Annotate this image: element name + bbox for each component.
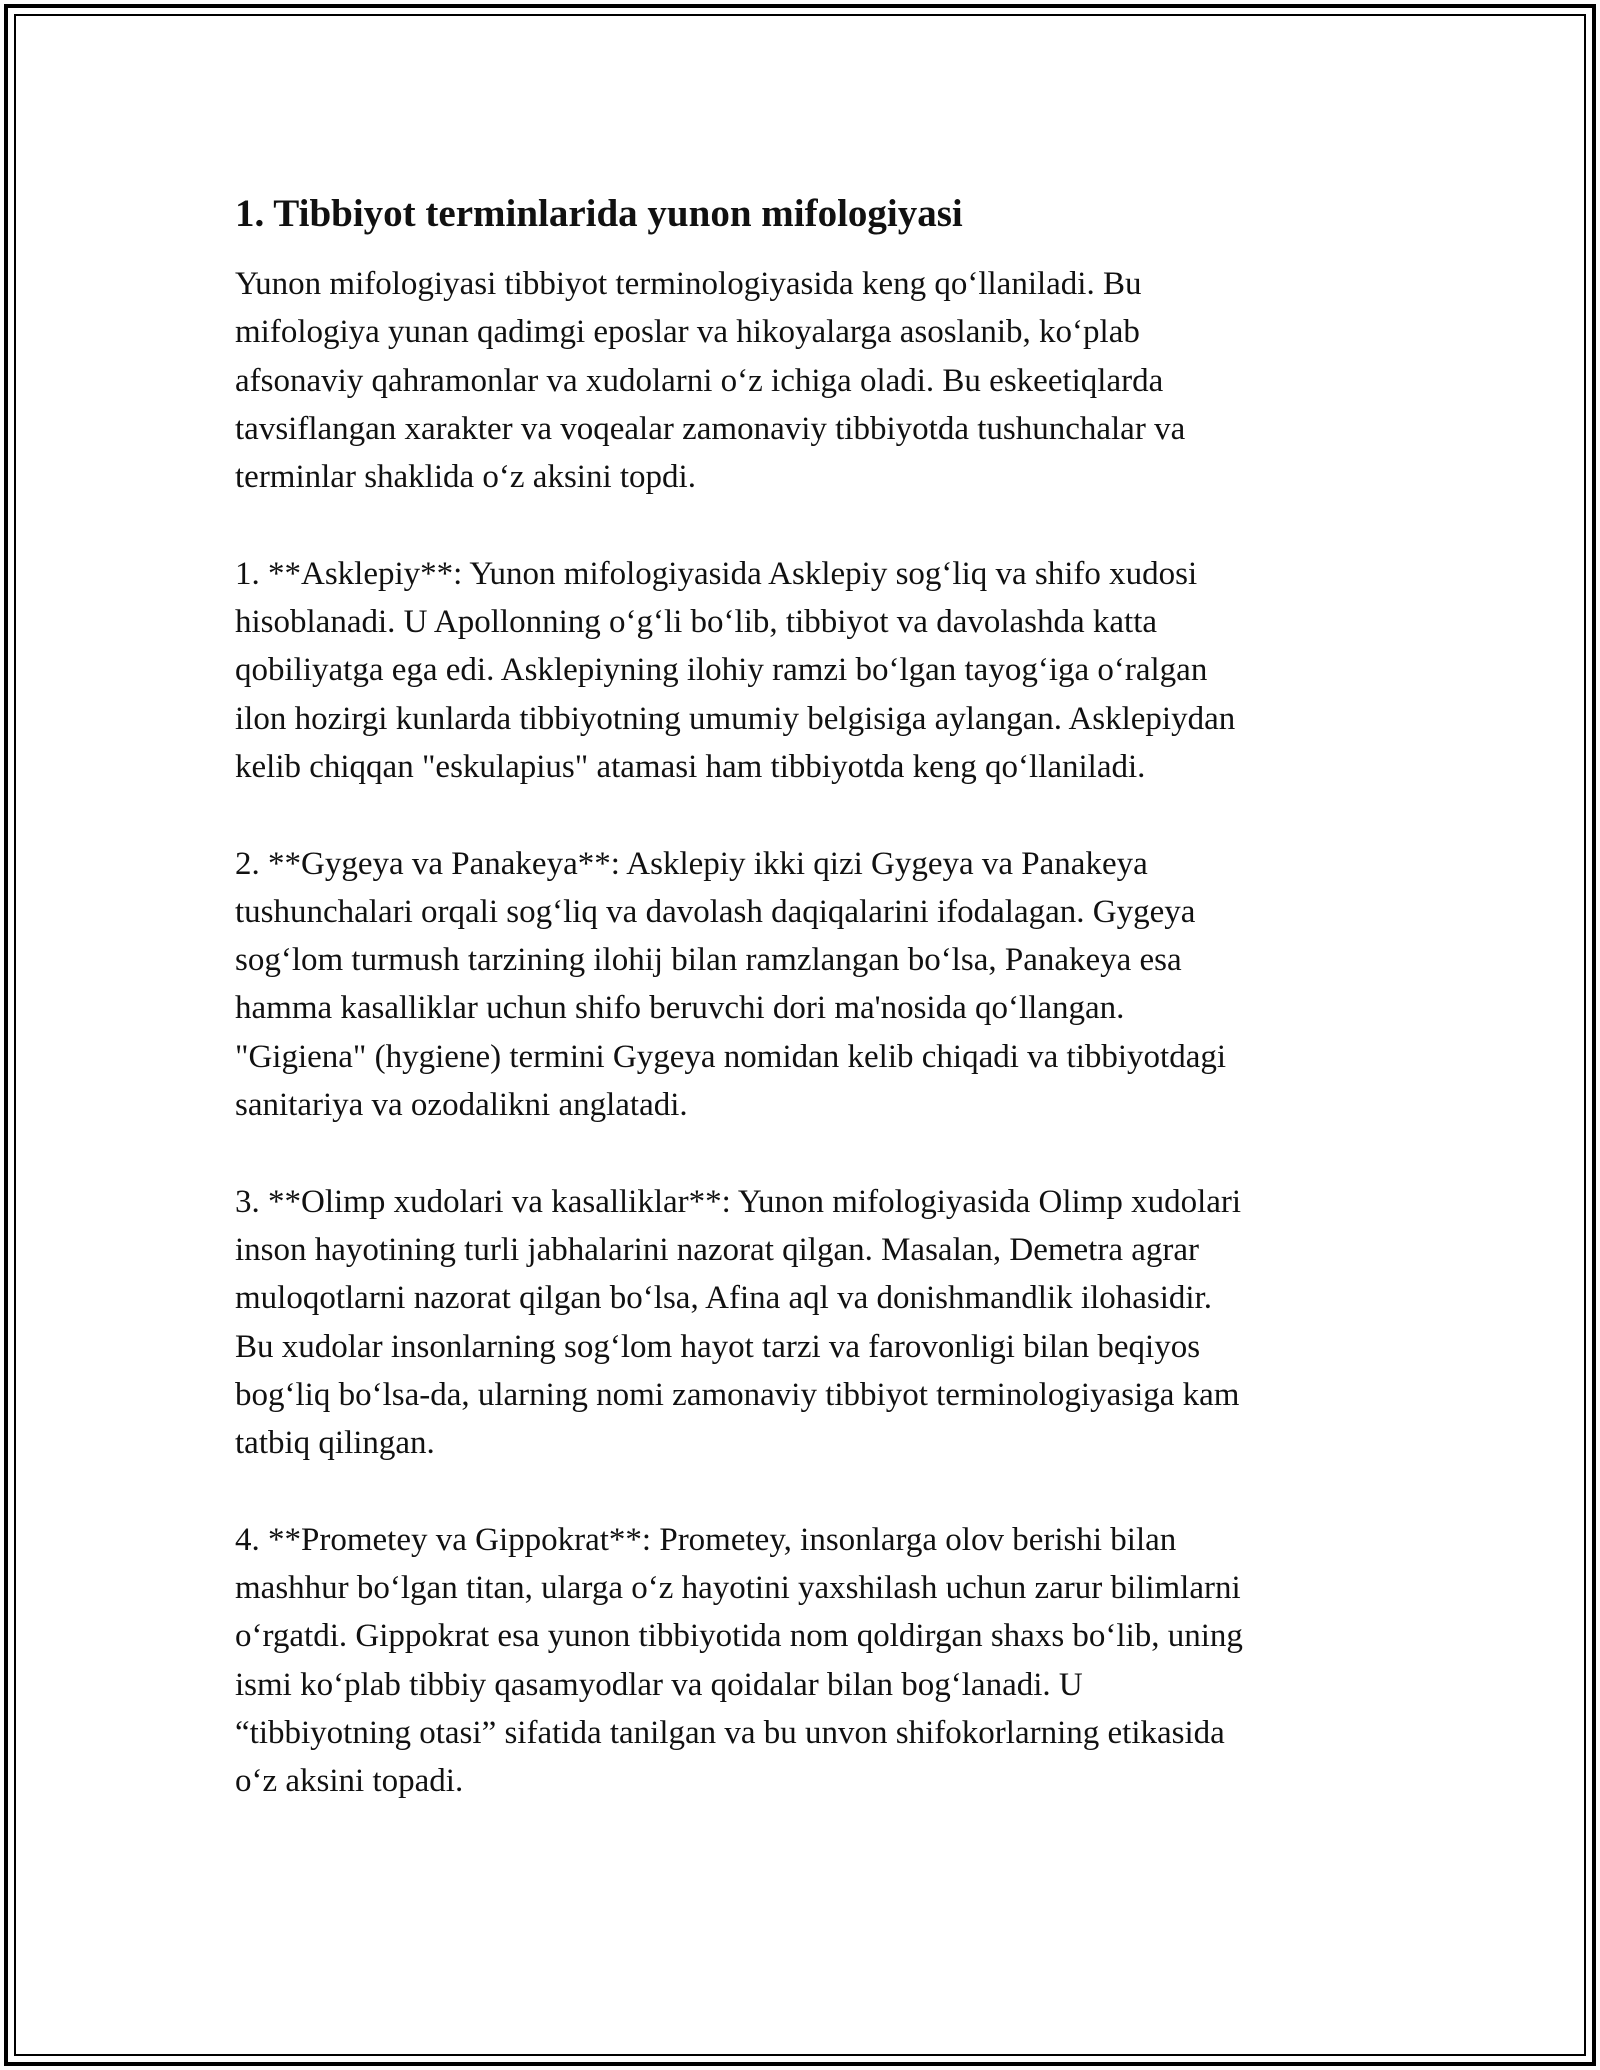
text-line: kelib chiqqan "eskulapius" atamasi ham tibbiyotda keng qo‘llaniladi. xyxy=(235,748,1146,785)
text-line: Yunon mifologiyasi tibbiyot terminologiyasida keng qo‘llaniladi. Bu xyxy=(235,266,1142,302)
text-line: hisoblanadi. U Apollonning o‘g‘li bo‘lib, tibbiyot va davolashda katta xyxy=(235,604,1158,641)
text-line: 2. **Gygeya va Panakeya**: Asklepiy ikki qizi Gygeya va Panakeya xyxy=(235,845,1148,882)
text-line: bog‘liq bo‘lsa-da, ularning nomi zamonaviy tibbiyot terminologiyasiga kam xyxy=(235,1376,1240,1413)
text-line: “tibbiyotning otasi” sifatida tanilgan va bu unvon shifokorlarning etikasida xyxy=(235,1714,1225,1751)
text-line: 3. **Olimp xudolari va kasalliklar**: Yunon mifologiyasida Olimp xudolari xyxy=(235,1183,1242,1220)
text-line: qobiliyatga ega edi. Asklepiyning ilohiy ramzi bo‘lgan tayog‘iga o‘ralgan xyxy=(235,652,1208,689)
text-line: tavsiflangan xarakter va voqealar zamonaviy tibbiyotda tushunchalar va xyxy=(235,410,1186,447)
text-line: ilon hozirgi kunlarda tibbiyotning umumiy belgisiga aylangan. Asklepiydan xyxy=(235,700,1236,737)
text-line: afsonaviy qahramonlar va xudolarni o‘z ichiga oladi. Bu eskeetiqlarda xyxy=(235,362,1164,399)
text-line: Bu xudolar insonlarning sog‘lom hayot tarzi va farovonligi bilan beqiyos xyxy=(235,1328,1201,1365)
text-line: inson hayotining turli jabhalarini nazorat qilgan. Masalan, Demetra agrar xyxy=(235,1231,1200,1268)
paragraph-gygeya-panakeya xyxy=(235,840,1380,1130)
text-line: terminlar shaklida o‘z aksini topdi. xyxy=(235,459,696,496)
text-line: tushunchalari orqali sog‘liq va davolash daqiqalarini ifodalagan. Gygeya xyxy=(235,893,1196,930)
text-line: 1. **Asklepiy**: Yunon mifologiyasida Asklepiy sog‘liq va shifo xudosi xyxy=(235,555,1198,592)
text-line: 4. **Prometey va Gippokrat**: Prometey, insonlarga olov berishi bilan xyxy=(235,1521,1177,1558)
text-line: "Gigiena" (hygiene) termini Gygeya nomidan kelib chiqadi va tibbiyotdagi xyxy=(235,1038,1227,1075)
text-line: sanitariya va ozodalikni anglatadi. xyxy=(235,1087,688,1124)
text-line: mashhur bo‘lgan titan, ularga o‘z hayotini yaxshilash uchun zarur bilimlarni xyxy=(235,1570,1241,1607)
intro-paragraph xyxy=(235,260,1380,501)
section-heading: 1. Tibbiyot terminlarida yunon mifologiyasi xyxy=(235,192,963,235)
paragraph-asklepiy xyxy=(235,550,1380,791)
text-line: o‘z aksini topadi. xyxy=(235,1763,464,1800)
text-line: ismi ko‘plab tibbiy qasamyodlar va qoidalar bilan bog‘lanadi. U xyxy=(235,1666,1083,1703)
text-line: hamma kasalliklar uchun shifo beruvchi dori ma'nosida qo‘llangan. xyxy=(235,990,1125,1027)
text-line: sog‘lom turmush tarzining ilohij bilan ramzlangan bo‘lsa, Panakeya esa xyxy=(235,942,1182,979)
text-line: muloqotlarni nazorat qilgan bo‘lsa, Afina aql va donishmandlik ilohasidir. xyxy=(235,1280,1212,1317)
text-line: mifologiya yunan qadimgi eposlar va hikoyalarga asoslanib, ko‘plab xyxy=(235,314,1140,351)
paragraph-prometey-gippokrat xyxy=(235,1516,1380,1806)
document-body xyxy=(235,188,1380,1806)
text-line: o‘rgatdi. Gippokrat esa yunon tibbiyotida nom qoldirgan shaxs bo‘lib, uning xyxy=(235,1618,1243,1655)
paragraph-olimp-xudolari xyxy=(235,1178,1380,1468)
text-line: tatbiq qilingan. xyxy=(235,1425,435,1462)
